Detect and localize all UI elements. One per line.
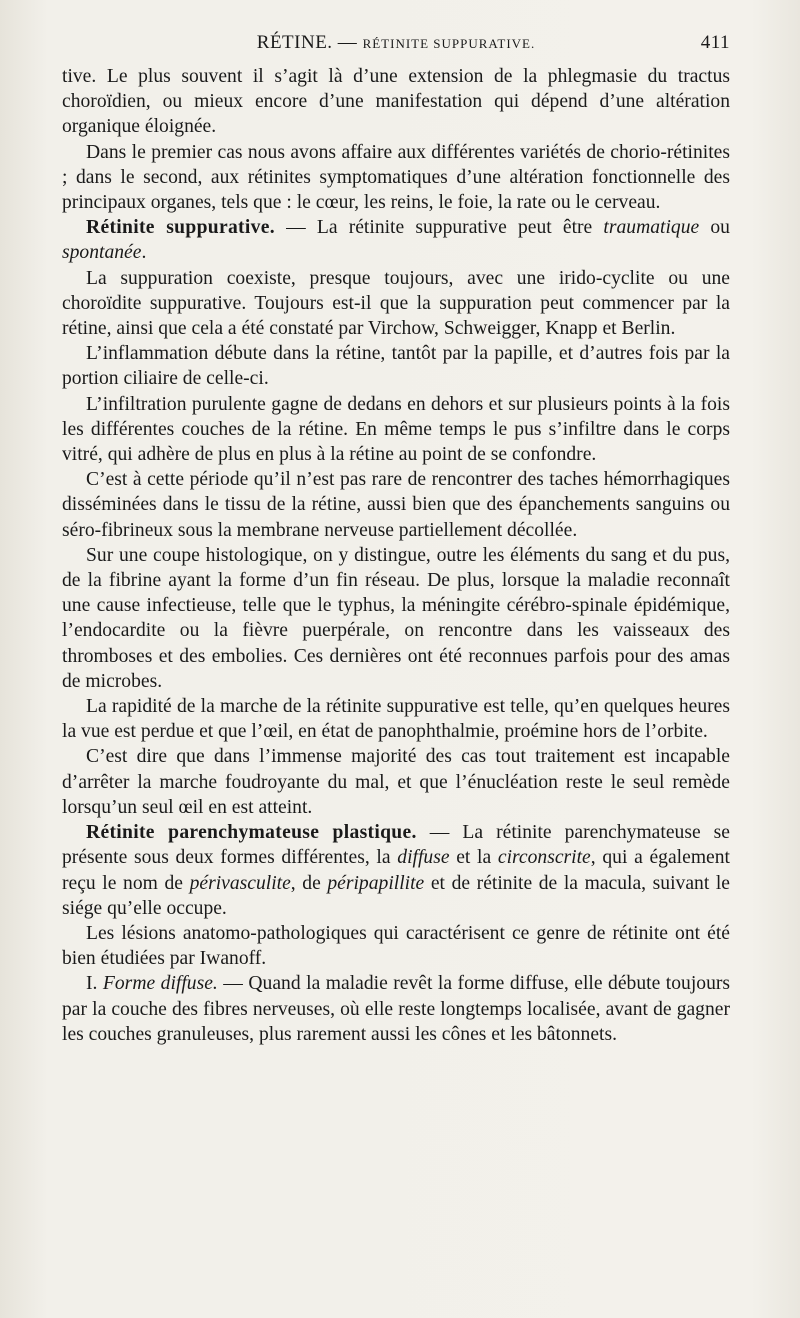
paragraph: tive. Le plus souvent il s’agit là d’une extension de la phlegmasie du tractus choroïdien, ou mieux encore d’une manifestation qui dépend d’une altération organique éloignée.: [62, 66, 730, 138]
page-body: [62, 64, 730, 1047]
running-head: [62, 32, 730, 58]
paragraph: La rapidité de la marche de la rétinite suppurative est telle, qu’en quelques heures la vue est perdue et que l’œil, en état de panophthalmie, proémine hors de l’orbite.: [62, 696, 730, 743]
paragraph: Dans le premier cas nous avons affaire aux différentes variétés de chorio-rétinites ; dans le second, aux rétinites symptomatiques d’une altération fonctionnelle des principaux organes, tels que : le cœur, les reins, le foie, la rate ou le cerveau.: [62, 141, 730, 214]
paragraph: L’infiltration purulente gagne de dedans en dehors et sur plusieurs points à la fois les différentes couches de la rétine. En même temps le pus s’infiltre dans le corps vitré, qui adhère de plus en plus à la rétine au point de se confondre.: [62, 393, 730, 466]
running-head-title-block: [62, 32, 730, 54]
running-head-title: RÉTINE. —: [256, 32, 358, 53]
section-paragraph: Rétinite parenchymateuse plastique. — La rétinite parenchymateuse se présente sous deux formes différentes, la diffuse et la circonscrite, qui a également reçu le nom de périvasculite, de péripapillite et de rétinite de la macula, suivant le siége qu’elle occupe.: [62, 822, 731, 919]
paragraph: La suppuration coexiste, presque toujours, avec une irido-cyclite ou une choroïdite suppurative. Toujours est-il que la suppuration peut commencer par la rétine, ainsi que cela a été constaté par Virchow, Schweigger, Knapp et Berlin.: [62, 267, 730, 340]
running-head-subtitle: RÉTINITE SUPPURATIVE.: [362, 36, 536, 51]
paragraph: C’est à cette période qu’il n’est pas rare de rencontrer des taches hémorrhagiques disséminées dans le tissu de la rétine, aussi bien que des épanchements sanguins ou séro-fibrineux sous la membrane nerveuse partiellement décollée.: [62, 469, 730, 541]
section-paragraph: Rétinite suppurative. — La rétinite suppurative peut être traumatique ou spontanée.: [62, 217, 730, 264]
paragraph: C’est dire que dans l’immense majorité des cas tout traitement est incapable d’arrêter la marche foudroyante du mal, et que l’énucléation reste le seul remède lorsqu’un seul œil en est atteint.: [62, 746, 730, 818]
section-heading: Rétinite suppurative.: [86, 217, 275, 239]
paragraph: Les lésions anatomo-pathologiques qui caractérisent ce genre de rétinite ont été bien étudiées par Iwanoff.: [62, 922, 730, 970]
subsection-heading: Forme diffuse.: [102, 973, 218, 995]
paragraph: L’inflammation débute dans la rétine, tantôt par la papille, et d’autres fois par la portion ciliaire de celle-ci.: [62, 343, 730, 390]
page-number: 411: [700, 32, 730, 53]
subsection-paragraph: I. Forme diffuse. — Quand la maladie revêt la forme diffuse, elle débute toujours par la couche des fibres nerveuses, où elle reste longtemps localisée, avant de gagner les couches granuleuses, plus rarement aussi les cônes et les bâtonnets.: [62, 973, 731, 1045]
paragraph: Sur une coupe histologique, on y distingue, outre les éléments du sang et du pus, de la fibrine ayant la forme d’un fin réseau. De plus, lorsque la maladie reconnaît une cause infectieuse, telle que le typhus, la méningite cérébro-spinale épidémique, l’endocardite ou la fièvre puerpérale, on rencontre dans les vaisseaux des thromboses et des embolies. Ces dernières ont été reconnues parfois pour des amas de microbes.: [62, 544, 730, 692]
section-heading: Rétinite parenchymateuse plastique.: [86, 822, 417, 844]
